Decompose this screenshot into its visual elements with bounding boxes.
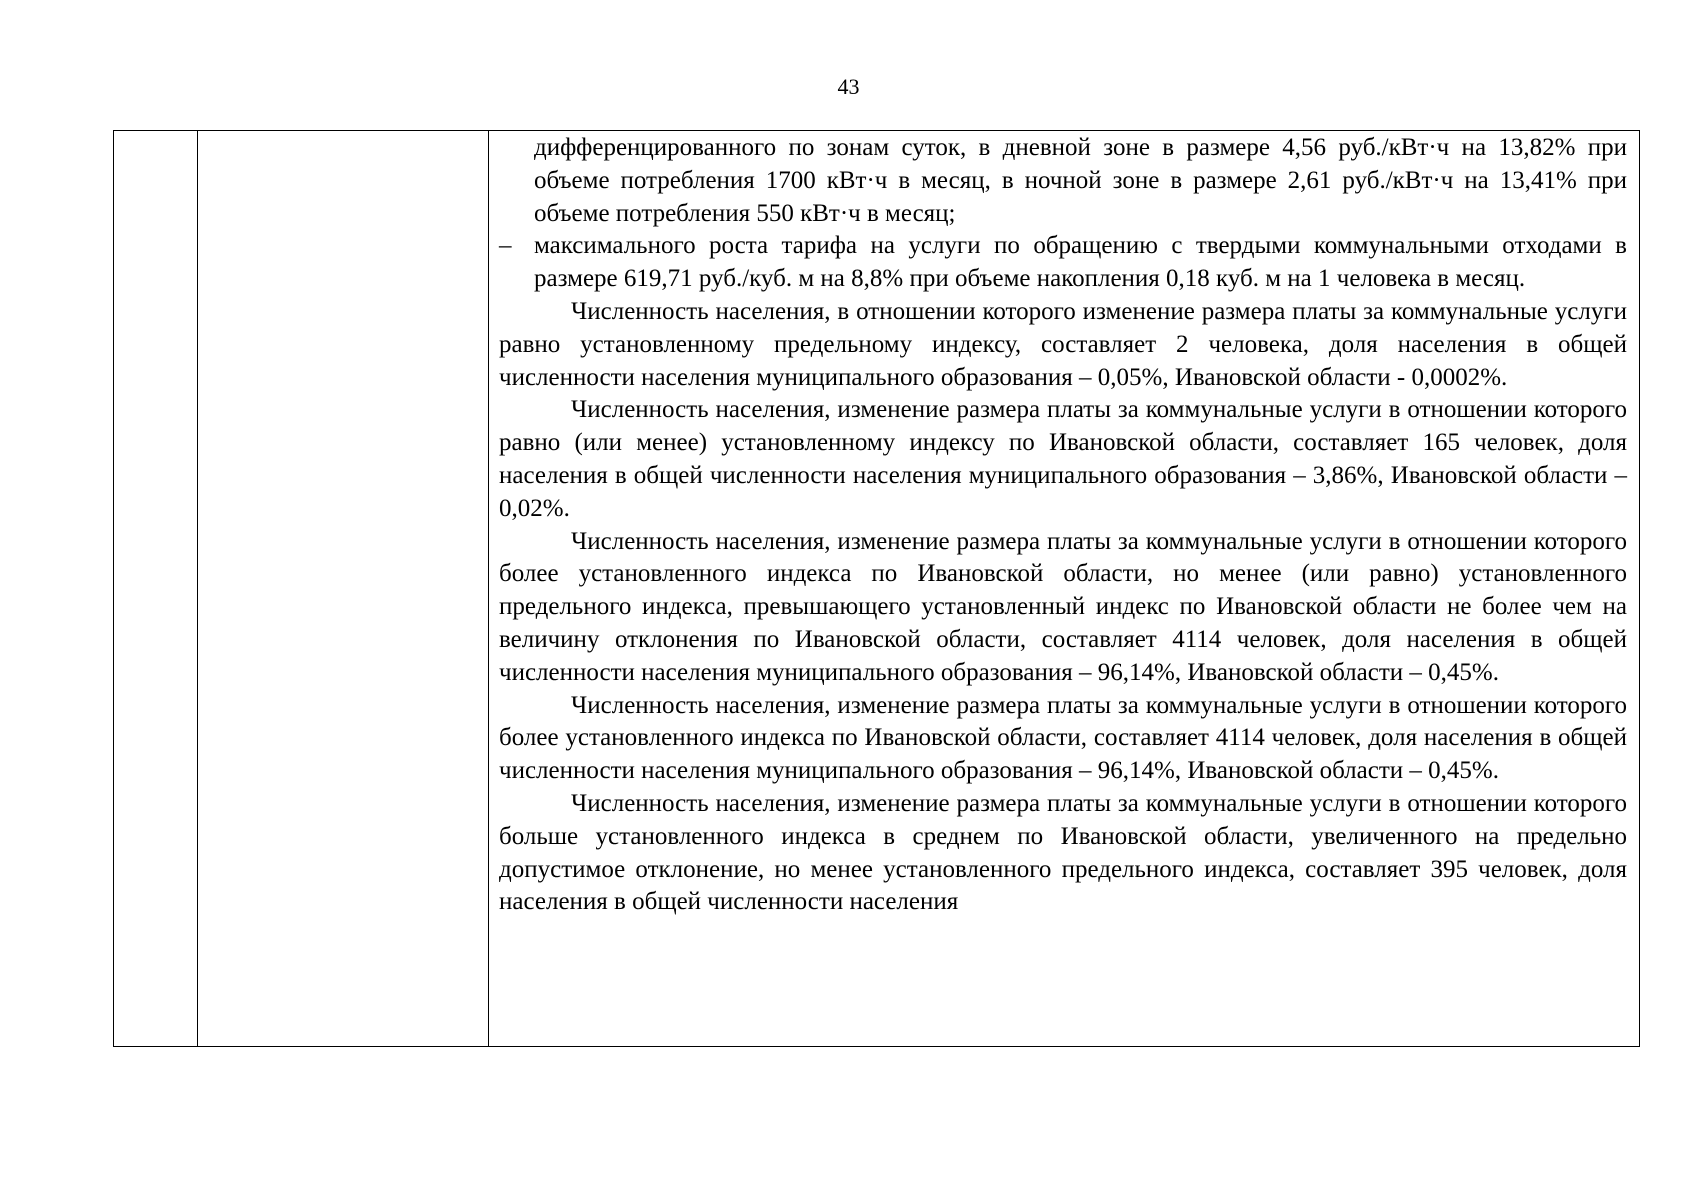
paragraph: Численность населения, в отношении которого изменение размера платы за коммунальные услуги равно установленному предельному индексу, составляет 2 человека, доля населения в общей численности населения муниципального образования – 0,05%, Ивановской области - 0,0002%. bbox=[499, 297, 1627, 391]
document-table bbox=[113, 130, 1640, 1047]
page-number: 43 bbox=[837, 74, 860, 99]
paragraph: Численность населения, изменение размера платы за коммунальные услуги в отношении которого более установленного индекса по Ивановской области, но менее (или равно) установленного предельного индекса, превышающего установленный индекс по Ивановской области не более чем на величину отклонения по Ивановской области, составляет 4114 человек, доля населения в общей численности населения муниципального образования – 96,14%, Ивановской области – 0,45%. bbox=[499, 527, 1627, 686]
list-item bbox=[499, 230, 1627, 296]
table-cell-name bbox=[198, 131, 489, 1047]
table-row bbox=[114, 131, 1640, 1047]
table-cell-content bbox=[489, 131, 1640, 1047]
paragraph: Численность населения, изменение размера платы за коммунальные услуги в отношении которого больше установленного индекса в среднем по Ивановской области, увеличенного на предельно допустимое отклонение, но менее установленного предельного индекса, составляет 395 человек, доля населения в общей численности населения bbox=[499, 789, 1627, 916]
list-item-text: максимального роста тарифа на услуги по обращению с твердыми коммунальными отходами в размере 619,71 руб./куб. м на 8,8% при объеме накопления 0,18 куб. м на 1 человека в месяц. bbox=[534, 232, 1627, 293]
paragraph: Численность населения, изменение размера платы за коммунальные услуги в отношении которого более установленного индекса по Ивановской области, составляет 4114 человек, доля населения в общей численности населения муниципального образования – 96,14%, Ивановской области – 0,45%. bbox=[499, 691, 1627, 785]
cell-text bbox=[489, 131, 1639, 919]
table-cell-number bbox=[114, 131, 198, 1047]
continuation-text: дифференцированного по зонам суток, в дневной зоне в размере 4,56 руб./кВт·ч на 13,82% при объеме потребления 1700 кВт·ч в месяц, в ночной зоне в размере 2,61 руб./кВт·ч на 13,41% при объеме потребления 550 кВт·ч в месяц; bbox=[534, 134, 1627, 227]
paragraph: Численность населения, изменение размера платы за коммунальные услуги в отношении которого равно (или менее) установленному индексу по Ивановской области, составляет 165 человек, доля населения в общей численности населения муниципального образования – 3,86%, Ивановской области – 0,02%. bbox=[499, 396, 1627, 522]
list-dash-marker: – bbox=[499, 232, 512, 260]
